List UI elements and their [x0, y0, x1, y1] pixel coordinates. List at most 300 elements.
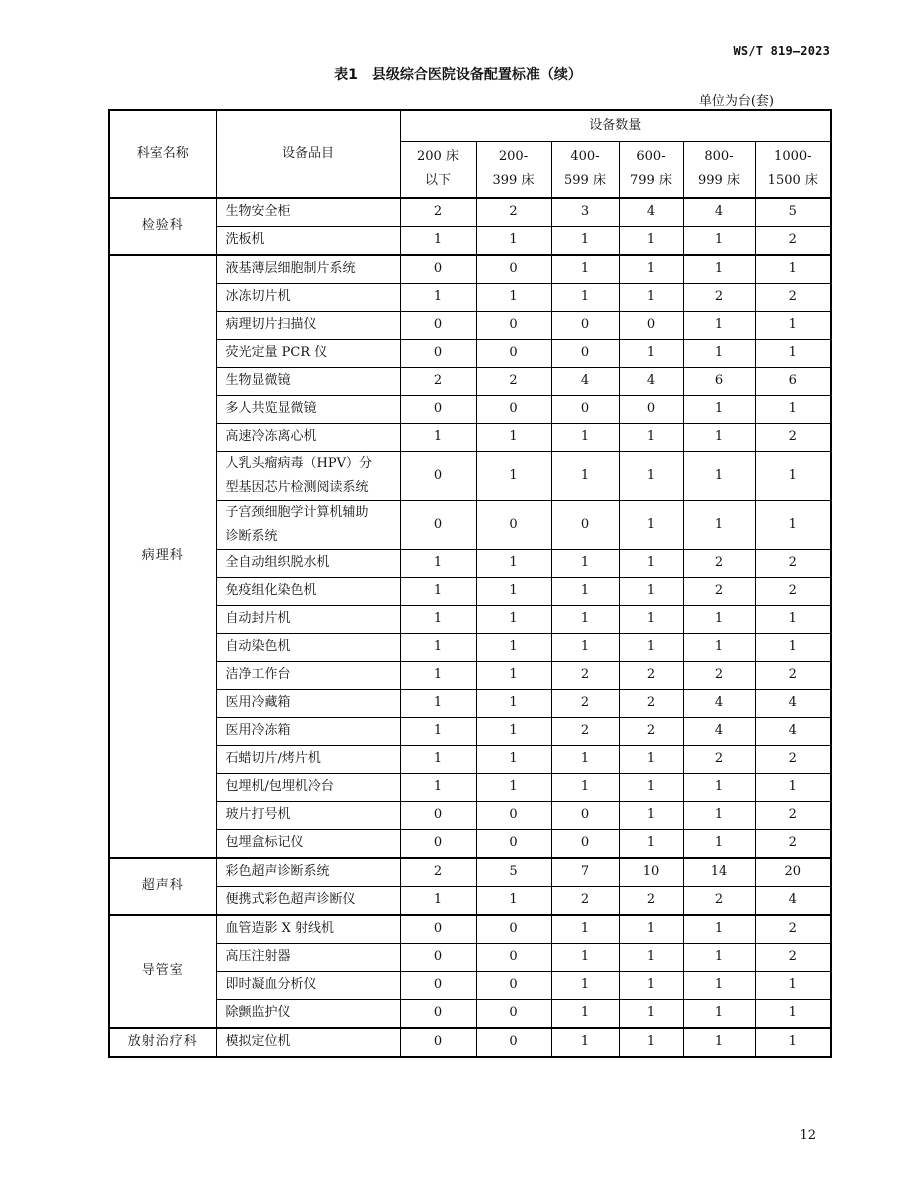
- table-row: [109, 605, 831, 633]
- quantity-cell: 1: [683, 773, 755, 801]
- quantity-cell: 0: [476, 999, 551, 1028]
- standard-code: WS/T 819—2023: [733, 44, 830, 58]
- quantity-cell: 2: [683, 577, 755, 605]
- table-row: [109, 773, 831, 801]
- bed-range-header: [400, 142, 476, 198]
- quantity-cell: 2: [551, 689, 619, 717]
- quantity-cell: 1: [400, 577, 476, 605]
- quantity-cell: 0: [400, 801, 476, 829]
- equipment-item-cell: [216, 255, 400, 284]
- dept-name-cell: 放射治疗科: [109, 1028, 216, 1057]
- dept-name-cell: 导管室: [109, 915, 216, 1028]
- quantity-cell: 1: [683, 801, 755, 829]
- quantity-cell: 1: [683, 999, 755, 1028]
- quantity-cell: 0: [476, 915, 551, 944]
- dept-name-cell: 病理科: [109, 255, 216, 858]
- equipment-item-line: 彩色超声诊断系统: [225, 864, 330, 879]
- quantity-cell: 1: [551, 423, 619, 451]
- quantity-cell: 1: [551, 283, 619, 311]
- quantity-cell: 0: [551, 829, 619, 858]
- quantity-cell: 0: [476, 943, 551, 971]
- quantity-cell: 1: [476, 689, 551, 717]
- item-column-header: 设备品目: [216, 110, 400, 198]
- quantity-cell: 1: [551, 999, 619, 1028]
- quantity-cell: 1: [400, 773, 476, 801]
- quantity-cell: 1: [683, 605, 755, 633]
- table-row: [109, 858, 831, 887]
- quantity-cell: 1: [476, 717, 551, 745]
- quantity-cell: 2: [551, 886, 619, 915]
- quantity-cell: 2: [400, 858, 476, 887]
- quantity-cell: 1: [755, 311, 831, 339]
- equipment-item-line: 即时凝血分析仪: [225, 977, 317, 992]
- quantity-cell: 1: [619, 423, 683, 451]
- quantity-cell: 1: [619, 801, 683, 829]
- equipment-item-cell: [216, 915, 400, 944]
- quantity-cell: 2: [619, 689, 683, 717]
- quantity-cell: 0: [400, 339, 476, 367]
- quantity-cell: 1: [476, 745, 551, 773]
- bed-range-line: 599 床: [564, 173, 606, 189]
- quantity-cell: 1: [476, 661, 551, 689]
- equipment-item-cell: [216, 367, 400, 395]
- quantity-cell: 1: [400, 226, 476, 255]
- quantity-cell: 1: [551, 255, 619, 284]
- bed-range-line: 1500 床: [767, 173, 818, 189]
- quantity-cell: 2: [755, 943, 831, 971]
- quantity-cell: 1: [551, 943, 619, 971]
- table-caption: 表1 县级综合医院设备配置标准（续）: [334, 67, 582, 83]
- quantity-cell: 2: [683, 886, 755, 915]
- quantity-cell: 4: [683, 717, 755, 745]
- equipment-item-line: 液基薄层细胞制片系统: [225, 261, 356, 276]
- quantity-cell: 1: [683, 311, 755, 339]
- bed-range-line: 800-: [704, 149, 734, 165]
- table-row: [109, 1028, 831, 1057]
- bed-range-line: 399 床: [492, 173, 535, 189]
- bed-range-line: 799 床: [630, 173, 672, 189]
- quantity-cell: 3: [551, 198, 619, 227]
- equipment-item-cell: [216, 689, 400, 717]
- table-row: [109, 801, 831, 829]
- quantity-cell: 1: [755, 1028, 831, 1057]
- equipment-item-line: 医用冷冻箱: [225, 723, 291, 738]
- quantity-cell: 0: [476, 801, 551, 829]
- quantity-cell: 1: [755, 395, 831, 423]
- quantity-cell: 1: [619, 773, 683, 801]
- equipment-item-cell: [216, 395, 400, 423]
- equipment-item-line: 型基因芯片检测阅读系统: [225, 479, 369, 495]
- quantity-cell: 1: [755, 500, 831, 549]
- quantity-cell: 1: [400, 423, 476, 451]
- quantity-cell: 1: [476, 773, 551, 801]
- quantity-cell: 2: [683, 549, 755, 577]
- equipment-item-cell: [216, 549, 400, 577]
- quantity-cell: 1: [619, 283, 683, 311]
- equipment-item-cell: [216, 886, 400, 915]
- equipment-item-cell: [216, 226, 400, 255]
- equipment-item-cell: [216, 745, 400, 773]
- equipment-item-cell: [216, 451, 400, 500]
- table-row: [109, 198, 831, 227]
- quantity-cell: 1: [683, 829, 755, 858]
- quantity-cell: 1: [619, 451, 683, 500]
- quantity-cell: 4: [755, 886, 831, 915]
- quantity-cell: 4: [683, 198, 755, 227]
- quantity-cell: 2: [755, 801, 831, 829]
- quantity-cell: 1: [551, 549, 619, 577]
- quantity-cell: 1: [619, 745, 683, 773]
- quantity-cell: 1: [755, 451, 831, 500]
- bed-range-line: 以下: [424, 173, 451, 189]
- equipment-item-cell: [216, 339, 400, 367]
- equipment-item-cell: [216, 943, 400, 971]
- quantity-cell: 0: [476, 829, 551, 858]
- table-row: [109, 395, 831, 423]
- table-row: [109, 633, 831, 661]
- quantity-cell: 0: [476, 339, 551, 367]
- quantity-cell: 2: [755, 549, 831, 577]
- quantity-cell: 0: [551, 395, 619, 423]
- bed-range-header: [619, 142, 683, 198]
- table-row: [109, 577, 831, 605]
- quantity-cell: 0: [476, 1028, 551, 1057]
- equipment-item-cell: [216, 999, 400, 1028]
- quantity-cell: 1: [619, 633, 683, 661]
- table-row: [109, 886, 831, 915]
- quantity-cell: 1: [476, 283, 551, 311]
- table-row: [109, 339, 831, 367]
- equipment-item-line: 病理切片扫描仪: [225, 317, 317, 332]
- equipment-item-cell: [216, 858, 400, 887]
- dept-group: [109, 858, 831, 915]
- quantity-cell: 2: [619, 886, 683, 915]
- quantity-cell: 6: [683, 367, 755, 395]
- equipment-item-line: 自动染色机: [225, 639, 291, 654]
- equipment-item-line: 子宫颈细胞学计算机辅助: [225, 504, 369, 520]
- quantity-cell: 0: [400, 395, 476, 423]
- quantity-cell: 10: [619, 858, 683, 887]
- quantity-cell: 2: [755, 745, 831, 773]
- equipment-item-line: 高压注射器: [225, 949, 291, 964]
- quantity-cell: 1: [619, 549, 683, 577]
- bed-range-line: 200-: [498, 149, 529, 165]
- quantity-cell: 1: [400, 745, 476, 773]
- quantity-cell: 0: [476, 311, 551, 339]
- equipment-item-cell: [216, 633, 400, 661]
- equipment-item-cell: [216, 773, 400, 801]
- quantity-cell: 1: [683, 339, 755, 367]
- quantity-cell: 1: [755, 773, 831, 801]
- equipment-item-line: 全自动组织脱水机: [225, 555, 330, 570]
- equipment-item-line: 玻片打号机: [225, 807, 291, 822]
- quantity-cell: 14: [683, 858, 755, 887]
- quantity-cell: 4: [551, 367, 619, 395]
- quantity-cell: 0: [400, 829, 476, 858]
- quantity-cell: 1: [683, 226, 755, 255]
- quantity-cell: 0: [400, 255, 476, 284]
- quantity-cell: 4: [755, 717, 831, 745]
- table-row: [109, 423, 831, 451]
- quantity-cell: 20: [755, 858, 831, 887]
- table-row: [109, 943, 831, 971]
- equipment-item-line: 多人共览显微镜: [225, 401, 317, 416]
- quantity-cell: 0: [619, 311, 683, 339]
- table-header: [109, 110, 831, 198]
- quantity-cell: 1: [551, 226, 619, 255]
- quantity-cell: 2: [400, 198, 476, 227]
- quantity-cell: 1: [400, 283, 476, 311]
- table-row: [109, 689, 831, 717]
- quantity-cell: 2: [476, 198, 551, 227]
- equipment-item-cell: [216, 717, 400, 745]
- quantity-cell: 1: [683, 915, 755, 944]
- quantity-cell: 2: [755, 423, 831, 451]
- quantity-cell: 1: [476, 605, 551, 633]
- equipment-item-line: 免疫组化染色机: [225, 583, 317, 598]
- quantity-cell: 1: [476, 451, 551, 500]
- equipment-item-cell: [216, 605, 400, 633]
- quantity-cell: 1: [683, 633, 755, 661]
- quantity-cell: 1: [551, 773, 619, 801]
- bed-range-header: [683, 142, 755, 198]
- bed-range-header: [476, 142, 551, 198]
- quantity-cell: 2: [476, 367, 551, 395]
- table-row: [109, 971, 831, 999]
- quantity-cell: 4: [619, 367, 683, 395]
- quantity-cell: 2: [400, 367, 476, 395]
- table-row: [109, 255, 831, 284]
- equipment-item-cell: [216, 971, 400, 999]
- quantity-cell: 0: [400, 1028, 476, 1057]
- table-row: [109, 999, 831, 1028]
- quantity-cell: 0: [619, 395, 683, 423]
- equipment-item-line: 包埋盒标记仪: [225, 835, 304, 850]
- dept-group: [109, 1028, 831, 1057]
- equipment-item-line: 包埋机/包埋机冷台: [225, 779, 334, 794]
- quantity-cell: 2: [551, 661, 619, 689]
- table-row: [109, 717, 831, 745]
- quantity-cell: 1: [551, 451, 619, 500]
- quantity-cell: 1: [683, 500, 755, 549]
- quantity-cell: 4: [755, 689, 831, 717]
- equipment-item-line: 医用冷藏箱: [225, 695, 291, 710]
- quantity-cell: 0: [400, 451, 476, 500]
- bed-range-header: [755, 142, 831, 198]
- quantity-cell: 2: [755, 661, 831, 689]
- quantity-cell: 1: [400, 633, 476, 661]
- quantity-cell: 1: [755, 605, 831, 633]
- bed-range-line: 200 床: [417, 149, 459, 165]
- bed-range-line: 400-: [570, 149, 600, 165]
- quantity-cell: 1: [476, 226, 551, 255]
- quantity-cell: 1: [551, 971, 619, 999]
- page-number: 12: [799, 1128, 816, 1143]
- quantity-cell: 1: [551, 1028, 619, 1057]
- quantity-cell: 1: [619, 226, 683, 255]
- equipment-item-line: 模拟定位机: [225, 1034, 291, 1049]
- quantity-cell: 0: [400, 971, 476, 999]
- table-row: [109, 226, 831, 255]
- quantity-cell: 1: [683, 1028, 755, 1057]
- quantity-cell: 2: [683, 661, 755, 689]
- table-row: [109, 549, 831, 577]
- equipment-item-line: 除颤监护仪: [225, 1005, 291, 1020]
- quantity-cell: 1: [619, 943, 683, 971]
- quantity-cell: 4: [619, 198, 683, 227]
- table-row: [109, 367, 831, 395]
- equipment-item-line: 洁净工作台: [225, 667, 291, 682]
- quantity-cell: 1: [619, 605, 683, 633]
- quantity-cell: 1: [683, 423, 755, 451]
- equipment-item-line: 血管造影 X 射线机: [225, 921, 335, 936]
- quantity-cell: 1: [619, 829, 683, 858]
- equipment-item-cell: [216, 423, 400, 451]
- table-row: [109, 283, 831, 311]
- quantity-cell: 1: [755, 255, 831, 284]
- quantity-cell: 1: [476, 633, 551, 661]
- quantity-cell: 2: [683, 283, 755, 311]
- table-row: [109, 829, 831, 858]
- equipment-item-cell: [216, 829, 400, 858]
- quantity-cell: 1: [476, 886, 551, 915]
- quantity-cell: 0: [476, 255, 551, 284]
- quantity-cell: 1: [619, 915, 683, 944]
- quantity-cell: 1: [476, 577, 551, 605]
- quantity-cell: 1: [619, 1028, 683, 1057]
- dept-group: [109, 198, 831, 255]
- equipment-item-cell: [216, 311, 400, 339]
- quantity-cell: 1: [619, 255, 683, 284]
- quantity-cell: 2: [683, 745, 755, 773]
- quantity-cell: 1: [619, 500, 683, 549]
- quantity-cell: 0: [551, 801, 619, 829]
- quantity-cell: 1: [551, 915, 619, 944]
- quantity-cell: 1: [551, 577, 619, 605]
- quantity-cell: 5: [476, 858, 551, 887]
- quantity-cell: 1: [619, 339, 683, 367]
- equipment-item-line: 高速冷冻离心机: [225, 429, 317, 444]
- quantity-cell: 0: [551, 311, 619, 339]
- quantity-cell: 4: [683, 689, 755, 717]
- quantity-cell: 1: [683, 395, 755, 423]
- equipment-table: [108, 109, 832, 1058]
- equipment-item-cell: [216, 283, 400, 311]
- quantity-cell: 1: [755, 339, 831, 367]
- quantity-cell: 1: [619, 577, 683, 605]
- bed-range-line: 999 床: [698, 173, 740, 189]
- equipment-item-line: 诊断系统: [225, 528, 278, 544]
- quantity-cell: 2: [755, 226, 831, 255]
- quantity-cell: 2: [755, 915, 831, 944]
- quantity-cell: 0: [476, 395, 551, 423]
- quantity-cell: 2: [755, 577, 831, 605]
- quantity-cell: 1: [476, 423, 551, 451]
- equipment-item-cell: [216, 661, 400, 689]
- quantity-cell: 0: [476, 500, 551, 549]
- dept-column-header: 科室名称: [109, 110, 216, 198]
- equipment-item-cell: [216, 577, 400, 605]
- dept-name-cell: 检验科: [109, 198, 216, 255]
- quantity-cell: 0: [400, 500, 476, 549]
- quantity-cell: 7: [551, 858, 619, 887]
- quantity-cell: 1: [619, 971, 683, 999]
- equipment-item-line: 冰冻切片机: [225, 289, 291, 304]
- bed-range-line: 600-: [636, 149, 666, 165]
- quantity-cell: 1: [400, 717, 476, 745]
- quantity-cell: 0: [400, 999, 476, 1028]
- quantity-cell: 2: [755, 829, 831, 858]
- equipment-item-line: 自动封片机: [225, 611, 291, 626]
- quantity-cell: 1: [400, 886, 476, 915]
- equipment-item-cell: [216, 198, 400, 227]
- quantity-cell: 1: [619, 999, 683, 1028]
- equipment-item-line: 荧光定量 PCR 仪: [225, 345, 328, 360]
- quantity-cell: 1: [551, 633, 619, 661]
- quantity-cell: 2: [619, 661, 683, 689]
- quantity-cell: 2: [619, 717, 683, 745]
- bed-range-line: 1000-: [774, 149, 812, 165]
- quantity-cell: 1: [755, 999, 831, 1028]
- quantity-cell: 1: [551, 745, 619, 773]
- quantity-cell: 6: [755, 367, 831, 395]
- quantity-cell: 1: [755, 633, 831, 661]
- quantity-cell: 1: [683, 971, 755, 999]
- quantity-cell: 0: [400, 915, 476, 944]
- equipment-item-cell: [216, 500, 400, 549]
- dept-group: [109, 915, 831, 1028]
- quantity-cell: 0: [400, 943, 476, 971]
- quantity-cell: 2: [551, 717, 619, 745]
- table-row: [109, 451, 831, 500]
- quantity-cell: 1: [400, 661, 476, 689]
- quantity-cell: 0: [400, 311, 476, 339]
- unit-note: 单位为台(套): [698, 94, 774, 109]
- equipment-item-line: 便携式彩色超声诊断仪: [225, 892, 356, 907]
- quantity-cell: 0: [476, 971, 551, 999]
- equipment-item-line: 生物显微镜: [225, 373, 291, 388]
- quantity-cell: 1: [400, 605, 476, 633]
- equipment-item-cell: [216, 1028, 400, 1057]
- quantity-cell: 1: [400, 549, 476, 577]
- dept-group: [109, 255, 831, 858]
- quantity-cell: 1: [551, 605, 619, 633]
- quantity-cell: 1: [683, 255, 755, 284]
- equipment-item-line: 人乳头瘤病毒（HPV）分: [225, 455, 372, 471]
- table-row: [109, 500, 831, 549]
- bed-range-header: [551, 142, 619, 198]
- equipment-item-line: 石蜡切片/烤片机: [225, 751, 321, 766]
- quantity-cell: 5: [755, 198, 831, 227]
- table-row: [109, 915, 831, 944]
- table-row: [109, 745, 831, 773]
- quantity-cell: 1: [683, 451, 755, 500]
- quantity-cell: 1: [476, 549, 551, 577]
- equipment-item-line: 洗板机: [225, 232, 265, 247]
- table-row: [109, 661, 831, 689]
- quantity-column-header: 设备数量: [400, 110, 831, 142]
- equipment-item-cell: [216, 801, 400, 829]
- quantity-cell: 1: [755, 971, 831, 999]
- quantity-cell: 0: [551, 339, 619, 367]
- dept-name-cell: 超声科: [109, 858, 216, 915]
- quantity-cell: 2: [755, 283, 831, 311]
- table-row: [109, 311, 831, 339]
- equipment-item-line: 生物安全柜: [225, 204, 291, 219]
- quantity-cell: 1: [400, 689, 476, 717]
- quantity-cell: 0: [551, 500, 619, 549]
- quantity-cell: 1: [683, 943, 755, 971]
